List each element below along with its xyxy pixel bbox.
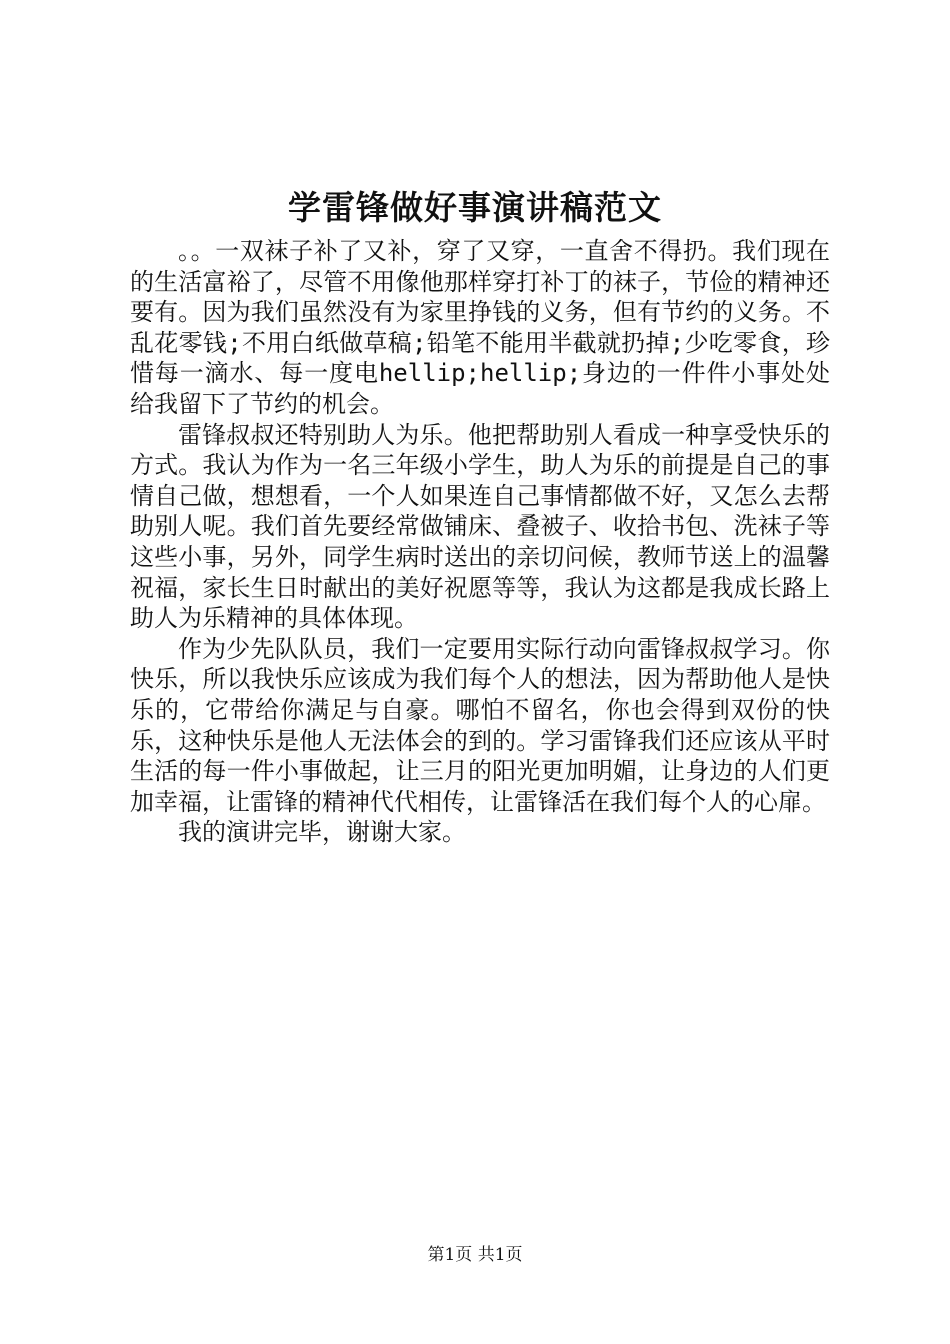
paragraph-3: 作为少先队队员，我们一定要用实际行动向雷锋叔叔学习。你快乐，所以我快乐应该成为我们每个人的想法，因为帮助他人是快乐的，它带给你满足与自豪。哪怕不留名，你也会得到双份的快乐，这种快乐是他人无法体会的到的。学习雷锋我们还应该从平时生活的每一件小事做起，让三月的阳光更加明媚，让身边的人们更加幸福，让雷锋的精神代代相传，让雷锋活在我们每个人的心扉。 — [130, 634, 830, 816]
document-title: 学雷锋做好事演讲稿范文 — [288, 188, 662, 227]
paragraph-4: 我的演讲完毕，谢谢大家。 — [178, 818, 466, 847]
paragraph-2: 雷锋叔叔还特别助人为乐。他把帮助别人看成一种享受快乐的方式。我认为作为一名三年级小学生，助人为乐的前提是自己的事情自己做，想想看，一个人如果连自己事情都做不好，又怎么去帮助别人呢。我们首先要经常做铺床、叠被子、收拾书包、洗袜子等这些小事，另外，同学生病时送出的亲切问候，教师节送上的温馨祝福，家长生日时献出的美好祝愿等等，我认为这都是我成长路上助人为乐精神的具体体现。 — [130, 420, 830, 633]
page-footer: 第1页 共1页 — [427, 1245, 523, 1265]
paragraph-1: 。。一双袜子补了又补，穿了又穿，一直舍不得扔。我们现在的生活富裕了，尽管不用像他那样穿打补丁的袜子，节俭的精神还要有。因为我们虽然没有为家里挣钱的义务，但有节约的义务。不乱花零钱;不用白纸做草稿;铅笔不能用半截就扔掉;少吃零食，珍惜每一滴水、每一度电hellip;hellip;身边的一件件小事处处给我留下了节约的机会。 — [130, 237, 830, 418]
document-body — [130, 236, 830, 848]
